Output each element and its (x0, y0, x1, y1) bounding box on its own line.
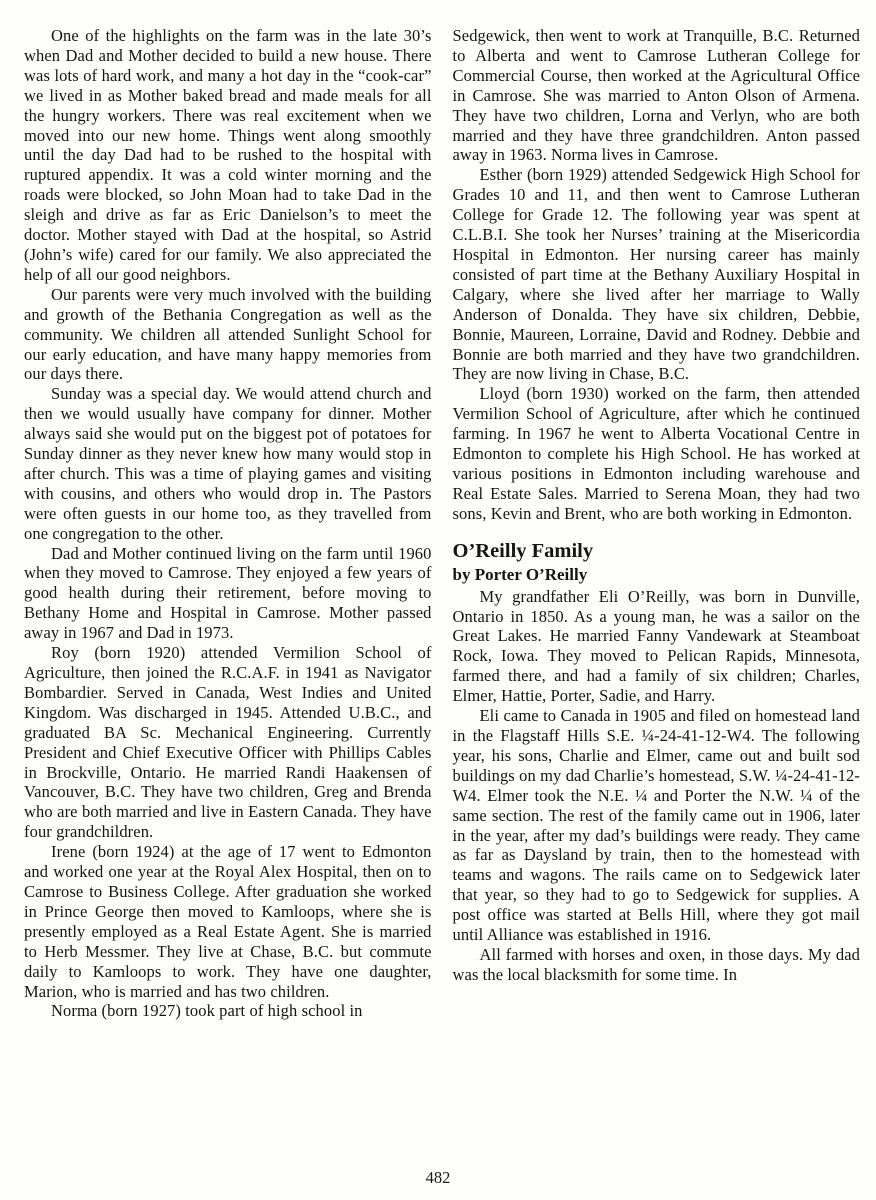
paragraph: Esther (born 1929) attended Sedgewick High School for Grades 10 and 11, and then went to Camrose Lutheran College for Grade 12. The following year was spent at C.L.B.I. She took her Nurses’ training at the Misericordia Hospital in Edmonton. Her nursing career has mainly consisted of part time at the Bethany Auxiliary Hospital in Calgary, where she lived after her marriage to Wally Anderson of Donalda. They have six children, Debbie, Bonnie, Maureen, Lorraine, David and Rodney. Debbie and Bonnie are both married and they have two grandchildren. They are now living in Chase, B.C. (452, 165, 860, 384)
paragraph: Eli came to Canada in 1905 and filed on homestead land in the Flagstaff Hills S.E. ¼-24-41-12-W4. The following year, his sons, Charlie and Elmer, came out and built sod buildings on my dad Charlie’s homestead, S.W. ¼-24-41-12-W4. Elmer took the N.E. ¼ and Porter the N.W. ¼ of the same section. The rest of the family came out in 1906, later in the year, after my dad’s buildings were ready. They came as far as Daysland by train, then to the homestead with teams and wagons. The rails came on to Sedgewick later that year, so they had to go to Sedgewick for supplies. A post office was started at Bells Hill, where they got mail until Alliance was established in 1916. (452, 706, 860, 945)
paragraph: Norma (born 1927) took part of high school in (51, 1001, 363, 1021)
section-byline: by Porter O’Reilly (452, 564, 588, 584)
section-heading: O’Reilly Family (452, 539, 594, 562)
right-column (453, 26, 861, 1021)
paragraph: Sunday was a special day. We would attend church and then we would usually have company for dinner. Mother always said she would put on the biggest pot of potatoes for Sunday dinner as they never knew how many would stop in after church. This was a time of playing games and visiting with cousins, and others who would drop in. The Pastors were often guests in our home too, as they travelled from one congregation to the other. (24, 384, 432, 543)
two-column-text-layout (24, 26, 860, 1021)
paragraph: All farmed with horses and oxen, in those days. My dad was the local blacksmith for some time. In (452, 944, 860, 984)
paragraph-continuation: Sedgewick, then went to work at Tranquille, B.C. Returned to Alberta and went to Camrose Lutheran College for Commercial Course, then worked at the Agricultural Office in Camrose. She was married to Anton Olson of Armena. They have two children, Lorna and Verlyn, who are both married and they have three grandchildren. Anton passed away in 1963. Norma lives in Camrose. (452, 26, 860, 165)
paragraph: One of the highlights on the farm was in the late 30’s when Dad and Mother decided to build a new house. There was lots of hard work, and many a hot day in the “cook-car” we lived in as Mother baked bread and made meals for all the hungry workers. There was real excitement when we moved into our new home. Things went along smoothly until the day Dad had to be rushed to the hospital with ruptured appendix. It was a cold winter morning and the roads were blocked, so John Moan had to take Dad in the sleigh and drive as far as Eric Danielson’s to meet the doctor. Mother stayed with Dad at the hospital, so Astrid (John’s wife) cared for our family. We also appreciated the help of all our good neighbors. (24, 26, 432, 284)
page-number: 482 (425, 1168, 451, 1187)
paragraph: My grandfather Eli O’Reilly, was born in Dunville, Ontario in 1850. As a young man, he was a sailor on the Great Lakes. He married Fanny Vandewark at Steamboat Rock, Iowa. They moved to Pelican Rapids, Minnesota, farmed there, and had a family of six children; Charles, Elmer, Hattie, Porter, Sadie, and Harry. (452, 586, 860, 706)
paragraph: Dad and Mother continued living on the farm until 1960 when they moved to Camrose. They enjoyed a few years of good health during their retirement, before moving to Bethany Home and Hospital in Camrose. Mother passed away in 1967 and Dad in 1973. (24, 543, 432, 643)
paragraph: Our parents were very much involved with the building and growth of the Bethania Congregation as well as the community. We children all attended Sunlight School for our early education, and have many happy memories from our days there. (24, 284, 432, 384)
paragraph: Lloyd (born 1930) worked on the farm, then attended Vermilion School of Agriculture, after which he continued farming. In 1967 he went to Alberta Vocational Centre in Edmonton to complete his High School. He has worked at various positions in Edmonton including warehouse and Real Estate Sales. Married to Serena Moan, they had two sons, Kevin and Brent, who are both working in Edmonton. (452, 384, 860, 523)
paragraph: Roy (born 1920) attended Vermilion School of Agriculture, then joined the R.C.A.F. in 1941 as Navigator Bombardier. Served in Canada, West Indies and United Kingdom. Was discharged in 1945. Attended U.B.C., and graduated BA Sc. Mechanical Engineering. Currently President and Chief Executive Officer with Phillips Cables in Brockville, Ontario. He married Randi Haakensen of Vancouver, B.C. They have two children, Greg and Brenda who are both married and live in Eastern Canada. They have four grandchildren. (24, 643, 432, 842)
left-column (24, 26, 432, 1021)
paragraph: Irene (born 1924) at the age of 17 went to Edmonton and worked one year at the Royal Alex Hospital, then on to Camrose to Business College. After graduation she worked in Prince George then moved to Kamloops, where she is presently employed as a Real Estate Agent. She is married to Herb Messmer. They live at Chase, B.C. but commute daily to Kamloops to work. They have one daughter, Marion, who is married and has two children. (24, 842, 432, 1001)
